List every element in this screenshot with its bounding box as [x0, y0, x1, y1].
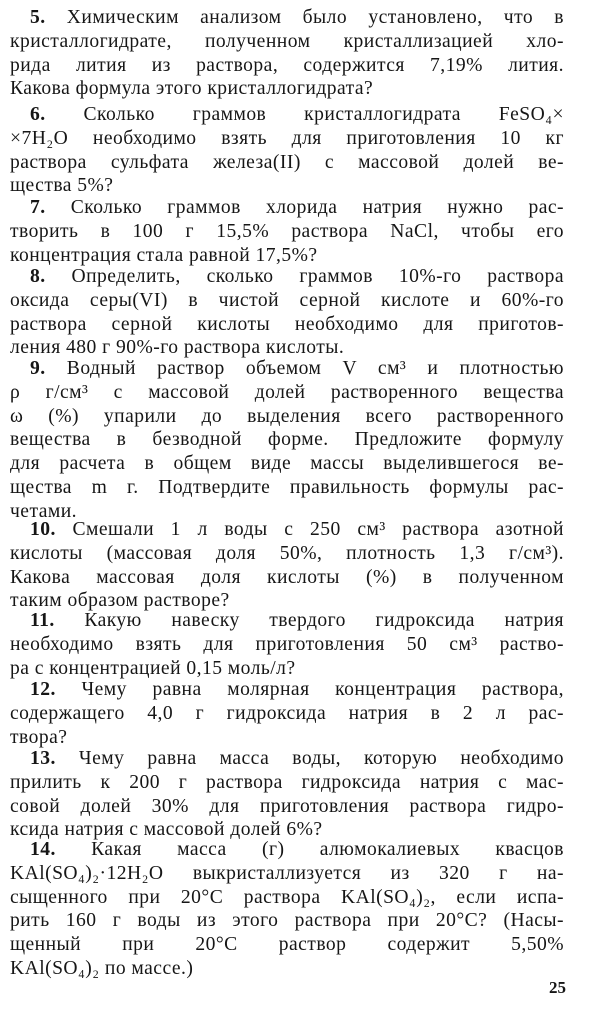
- problem-text-line: щенный при 20°C раствор содержит 5,50%: [10, 934, 564, 956]
- problem-text-line: Какова формула этого кристаллогидрата?: [10, 78, 374, 100]
- problem-text-line: необходимо взять для приготовления 50 см³ раство-: [10, 633, 564, 655]
- problem-text-line: для расчета в общем виде массы выделившегося ве-: [10, 453, 564, 475]
- problem-text-line: Чему равна молярная концентрация раствора,: [81, 679, 564, 700]
- problem-text-line: Смешали 1 л воды с 250 см³ раствора азотной: [72, 519, 564, 540]
- problem-8: [10, 265, 564, 360]
- problem-text-line: вещества в безводной форме. Предложите формулу: [10, 429, 564, 451]
- problem-text-line: прилить к 200 г раствора гидроксида натрия с мас-: [10, 771, 564, 793]
- problem-text-line: Чему равна масса воды, которую необходимо: [78, 748, 564, 769]
- problem-text-line: совой долей 30% для приготовления раствора гидро-: [10, 795, 564, 817]
- problem-text-line: щества 5%?: [10, 175, 114, 197]
- problem-text-line: Определить, сколько граммов 10%-го раствора: [71, 266, 564, 287]
- problem-text-line: Водный раствор объемом V см³ и плотностью: [66, 358, 564, 379]
- problem-text-line: Какая масса (г) алюмокалиевых квасцов: [91, 839, 564, 860]
- problem-text-line: творить в 100 г 15,5% раствора NaCl, чтобы его: [10, 220, 564, 242]
- problem-text-line: щества m г. Подтвердите правильность формулы рас-: [10, 476, 564, 498]
- problem-9: [10, 357, 564, 524]
- textbook-page: [10, 6, 564, 1006]
- problem-text-line: ×7H₂O необходимо взять для приготовления 10 кг: [10, 127, 564, 149]
- problem-number: 9.: [30, 358, 46, 379]
- problem-text-line: кислоты (массовая доля 50%, плотность 1,3 г/см³).: [10, 542, 564, 564]
- problem-number: 7.: [30, 197, 46, 218]
- page-number: 25: [549, 978, 566, 997]
- problem-text-line: Сколько граммов хлорида натрия нужно рас-: [70, 197, 564, 218]
- problem-text-line: ω (%) упарили до выделения всего растворенного: [10, 405, 564, 427]
- problem-text-line: ρ г/см³ с массовой долей растворенного вещества: [10, 381, 564, 403]
- problem-number: 14.: [30, 839, 56, 860]
- problem-number: 6.: [30, 104, 46, 125]
- problem-text-line: концентрация стала равной 17,5%?: [10, 244, 318, 266]
- problem-text-line: ления 480 г 90%-го раствора кислоты.: [10, 337, 345, 359]
- problem-14: [10, 838, 564, 981]
- problem-text-line: рить 160 г воды из этого раствора при 20°C? (Насы-: [10, 910, 564, 932]
- problem-text-line: раствора серной кислоты необходимо для приготов-: [10, 313, 564, 335]
- problem-text-line: KAl(SO₄)₂·12H₂O выкристаллизуется из 320 г на-: [10, 862, 564, 884]
- problem-number: 12.: [30, 679, 56, 700]
- problem-text-line: рида лития из раствора, содержится 7,19% лития.: [10, 54, 564, 76]
- problem-10: [10, 518, 564, 613]
- problem-text-line: Какую навеску твердого гидроксида натрия: [84, 610, 564, 631]
- problem-text-line: содержащего 4,0 г гидроксида натрия в 2 л рас-: [10, 702, 564, 724]
- problem-number: 13.: [30, 748, 56, 769]
- problem-text-line: Сколько граммов кристаллогидрата FeSO₄×: [83, 104, 564, 125]
- problem-number: 5.: [30, 7, 46, 28]
- problem-text-line: сыщенного при 20°C раствора KAl(SO₄)₂, если испа-: [10, 886, 564, 908]
- problem-7: [10, 196, 564, 267]
- problem-12: [10, 678, 564, 749]
- problem-text-line: раствора сульфата железа(II) с массовой долей ве-: [10, 151, 564, 173]
- problem-text-line: Химическим анализом было установлено, что в: [66, 7, 564, 28]
- problem-text-line: ксида натрия с массовой долей 6%?: [10, 819, 323, 841]
- problem-text-line: оксида серы(VI) в чистой серной кислоте и 60%-го: [10, 289, 564, 311]
- problem-text-line: четами.: [10, 500, 77, 522]
- problem-text-line: ра с концентрацией 0,15 моль/л?: [10, 657, 296, 679]
- problem-text-line: твора?: [10, 726, 68, 748]
- problem-6: [10, 103, 564, 198]
- problem-5: [10, 6, 564, 101]
- problem-text-line: Какова массовая доля кислоты (%) в полученном: [10, 566, 564, 588]
- problem-text-line: KAl(SO₄)₂ по массе.): [10, 957, 194, 979]
- problem-11: [10, 609, 564, 680]
- problem-13: [10, 747, 564, 842]
- problem-text-line: кристаллогидрате, полученном кристаллизацией хло-: [10, 30, 564, 52]
- problem-number: 10.: [30, 519, 56, 540]
- problem-number: 11.: [30, 610, 55, 631]
- problem-number: 8.: [30, 266, 46, 287]
- problem-text-line: таким образом растворе?: [10, 590, 230, 612]
